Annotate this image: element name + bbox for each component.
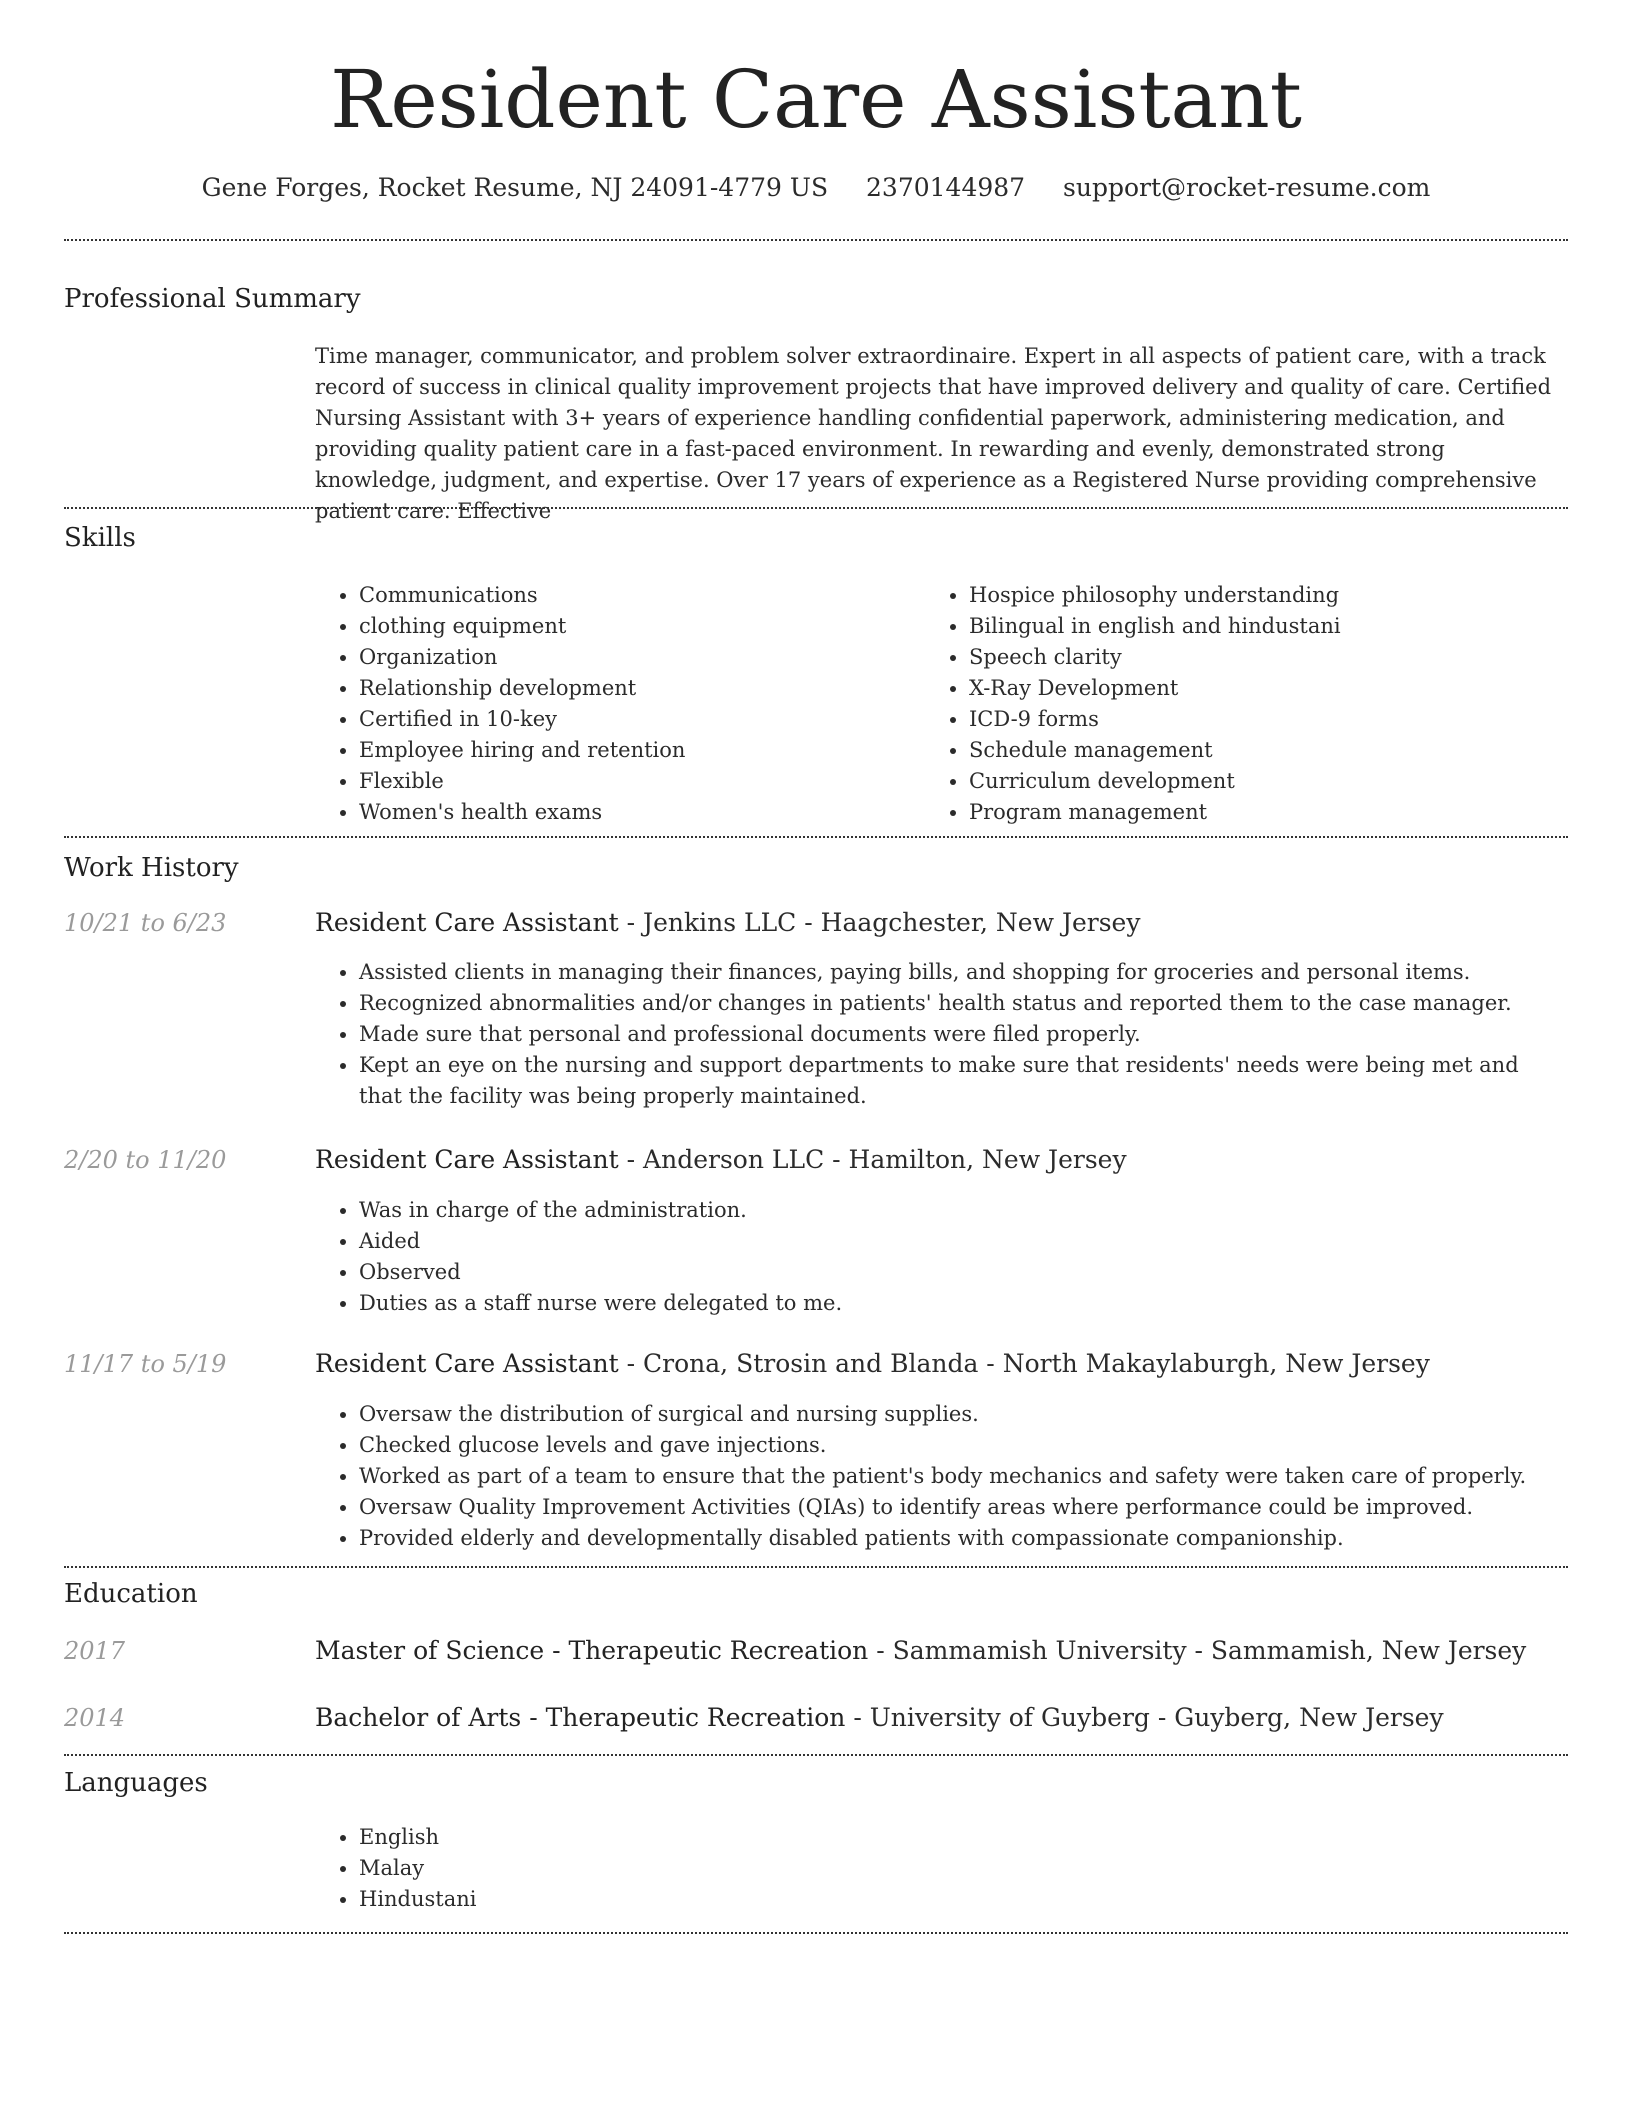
divider <box>64 239 1568 241</box>
skills-column-right <box>925 580 1515 828</box>
candidate-name: Resident Care Assistant <box>330 53 1302 146</box>
job-bullets <box>315 957 1565 1112</box>
education-degree: Bachelor of Arts - Therapeutic Recreation <box>315 1703 846 1732</box>
job-bullet: • Oversaw Quality Improvement Activities (QIAs) to identify areas where performance could be improved. <box>359 1492 1565 1523</box>
job-bullet: • Assisted clients in managing their finances, paying bills, and shopping for groceries and personal items. <box>359 957 1565 988</box>
job-employer: - Crona, Strosin and Blanda - North Makaylaburgh, New Jersey <box>618 1349 1430 1378</box>
education-heading: Education <box>64 1579 198 1609</box>
job-dates: 11/17 to 5/19 <box>64 1350 227 1378</box>
job-dates: 10/21 to 6/23 <box>64 909 227 937</box>
languages-heading: Languages <box>64 1768 208 1798</box>
job-bullet: • Provided elderly and developmentally disabled patients with compassionate companionship. <box>359 1523 1565 1554</box>
job-role: Resident Care Assistant <box>315 1145 619 1174</box>
job-bullet: • Oversaw the distribution of surgical and nursing supplies. <box>359 1399 1565 1430</box>
job-bullet: • Aided <box>359 1226 1565 1257</box>
education-school: - Sammamish University - Sammamish, New Jersey <box>868 1636 1527 1665</box>
job-title <box>315 906 1140 940</box>
skill-item: • Flexible <box>359 766 905 797</box>
job-employer: - Jenkins LLC - Haagchester, New Jersey <box>618 908 1141 937</box>
skill-item: • Curriculum development <box>969 766 1515 797</box>
job-bullet: • Duties as a staff nurse were delegated to me. <box>359 1288 1565 1319</box>
contact-line <box>0 170 1632 206</box>
job-role: Resident Care Assistant <box>315 908 619 937</box>
job-bullet: • Worked as part of a team to ensure that the patient's body mechanics and safety were taken care of properly. <box>359 1461 1565 1492</box>
skill-item: • Certified in 10-key <box>359 704 905 735</box>
job-bullet: • Kept an eye on the nursing and support departments to make sure that residents' needs were being met and that the facility was being properly maintained. <box>359 1050 1565 1112</box>
education-year: 2014 <box>64 1704 126 1732</box>
job-dates: 2/20 to 11/20 <box>64 1146 227 1174</box>
skill-item: • Program management <box>969 797 1515 828</box>
summary-text: Time manager, communicator, and problem solver extraordinaire. Expert in all aspects of patient care, with a track record of success in clinical quality improvement projects that have improved delivery and quality of care. Certified Nursing Assistant with 3+ years of experience handling confidential paperwork, administering medication, and providing quality patient care in a fast-paced environment. In rewarding and evenly, demonstrated strong knowledge, judgment, and expertise. Over 17 years of experience as a Registered Nurse providing comprehensive patient care. Effective <box>315 344 1552 523</box>
skill-item: • Women's health exams <box>359 797 905 828</box>
education-year: 2017 <box>64 1637 126 1665</box>
education-degree: Master of Science - Therapeutic Recreation <box>315 1636 869 1665</box>
job-role: Resident Care Assistant <box>315 1349 619 1378</box>
contact-phone: 2370144987 <box>866 173 1026 202</box>
skills-heading: Skills <box>64 523 136 553</box>
job-title <box>315 1347 1430 1381</box>
job-bullet: • Made sure that personal and professional documents were filed properly. <box>359 1019 1565 1050</box>
contact-email: support@rocket-resume.com <box>1063 173 1431 202</box>
divider <box>64 1932 1568 1934</box>
job-employer: - Anderson LLC - Hamilton, New Jersey <box>618 1145 1127 1174</box>
skill-item: • Relationship development <box>359 673 905 704</box>
work-history-heading: Work History <box>64 853 239 883</box>
education-school: - University of Guyberg - Guyberg, New Jersey <box>845 1703 1444 1732</box>
skill-item: • X-Ray Development <box>969 673 1515 704</box>
job-bullet: • Observed <box>359 1257 1565 1288</box>
skill-item: • clothing equipment <box>359 611 905 642</box>
languages-list <box>315 1822 1565 1915</box>
education-entry <box>315 1701 1444 1735</box>
skill-item: • ICD-9 forms <box>969 704 1515 735</box>
divider <box>64 1566 1568 1568</box>
language-item: • Hindustani <box>359 1884 1565 1915</box>
summary-heading: Professional Summary <box>64 284 361 314</box>
contact-address: Gene Forges, Rocket Resume, NJ 24091-4779 US <box>201 173 829 202</box>
skill-item: • Organization <box>359 642 905 673</box>
education-entry <box>315 1634 1526 1668</box>
job-bullet: • Recognized abnormalities and/or changes in patients' health status and reported them to the case manager. <box>359 988 1565 1019</box>
divider <box>64 1754 1568 1756</box>
job-bullet: • Was in charge of the administration. <box>359 1195 1565 1226</box>
job-bullet: • Checked glucose levels and gave injections. <box>359 1430 1565 1461</box>
job-title <box>315 1143 1127 1177</box>
skill-item: • Speech clarity <box>969 642 1515 673</box>
skill-item: • Communications <box>359 580 905 611</box>
job-bullets <box>315 1399 1565 1554</box>
divider <box>64 507 1568 509</box>
skill-item: • Bilingual in english and hindustani <box>969 611 1515 642</box>
skills-column-left <box>315 580 905 828</box>
divider <box>64 836 1568 838</box>
skill-item: • Hospice philosophy understanding <box>969 580 1515 611</box>
language-item: • Malay <box>359 1853 1565 1884</box>
skill-item: • Schedule management <box>969 735 1515 766</box>
job-bullets <box>315 1195 1565 1319</box>
language-item: • English <box>359 1822 1565 1853</box>
skill-item: • Employee hiring and retention <box>359 735 905 766</box>
